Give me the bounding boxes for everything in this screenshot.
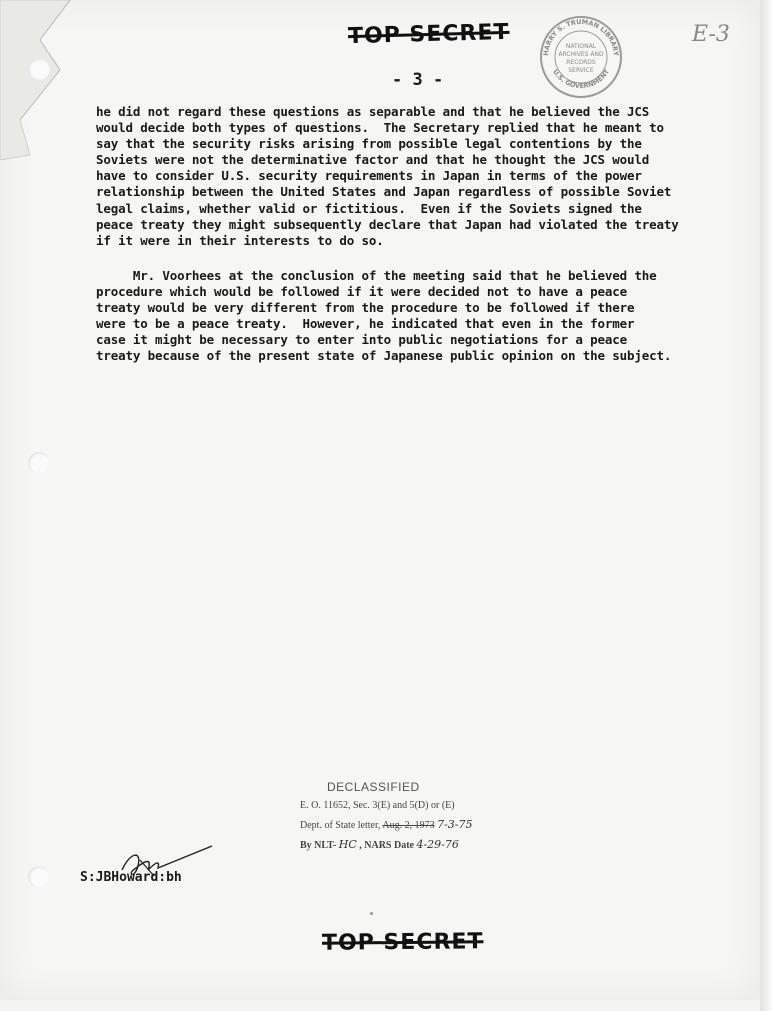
paragraph-1: he did not regard these questions as separable and that he believed the JCS would decide both types of questions. The Secretary replied that he meant to say that the security risks arising from possible legal contentions by the Soviets were not the determinative factor and that he thought the JCS would have to consider U.S. security requirements in Japan in terms of the power relationship between the United States and Japan regardless of possible Soviet legal claims, whether valid or fictitious. Even if the Soviets signed the peace treaty they might subsequently declare that Japan had violated the treaty if it were in their interests to do so. — [96, 104, 679, 248]
classification-top: TOP SECRET — [347, 19, 510, 50]
declass-letter-prefix: Dept. of State letter, — [300, 820, 383, 831]
stamp-line: NATIONAL — [565, 43, 597, 50]
stamp-line: SERVICE — [568, 67, 594, 74]
declassified-title: DECLASSIFIED — [327, 780, 420, 794]
declass-by-prefix: By NLT- — [300, 840, 339, 851]
declass-nars-label: , NARS Date — [356, 840, 417, 851]
declass-by-initials: HC — [338, 838, 357, 851]
stamp-line: ARCHIVES AND — [558, 51, 604, 58]
declass-authority-line: E. O. 11652, Sec. 3(E) and 5(D) or (E) — [300, 800, 455, 811]
declass-nars-date: 4-29-76 — [416, 838, 459, 851]
stamp-line: RECORDS — [566, 59, 596, 66]
paragraph-2: Mr. Voorhees at the conclusion of the meeting said that he believed the procedure which would be followed if it were decided not to have a peace treaty would be very different from the procedure to be followed if there were to be a peace treaty. However, he indicated that even in the former case it might be necessary to enter into public negotiations for a peace treaty because of the present state of Japanese public opinion on the subject. — [96, 268, 672, 364]
handwritten-file-ref: E-3 — [692, 22, 730, 47]
paper-speck — [370, 912, 373, 915]
punch-hole — [28, 58, 50, 80]
declass-letter-struck-date: Aug. 2, 1973 — [382, 820, 435, 831]
declass-letter-line — [300, 818, 473, 831]
declassification-stamp — [300, 780, 473, 858]
page-number: - 3 - — [392, 70, 444, 90]
drafter-initials: S:JBHoward:bh — [80, 870, 182, 885]
classification-bottom: TOP SECRET — [321, 929, 484, 956]
stamp-arc-bottom: U.S. GOVERNMENT — [551, 68, 611, 91]
archive-stamp — [538, 14, 624, 100]
stamp-arc-top: HARRY S. TRUMAN LIBRARY — [541, 17, 621, 57]
punch-hole — [28, 452, 50, 474]
page-edge — [760, 0, 772, 1011]
declass-letter-hand-date: 7-3-75 — [437, 818, 473, 831]
punch-hole — [28, 866, 50, 888]
declass-by-line — [300, 838, 473, 851]
